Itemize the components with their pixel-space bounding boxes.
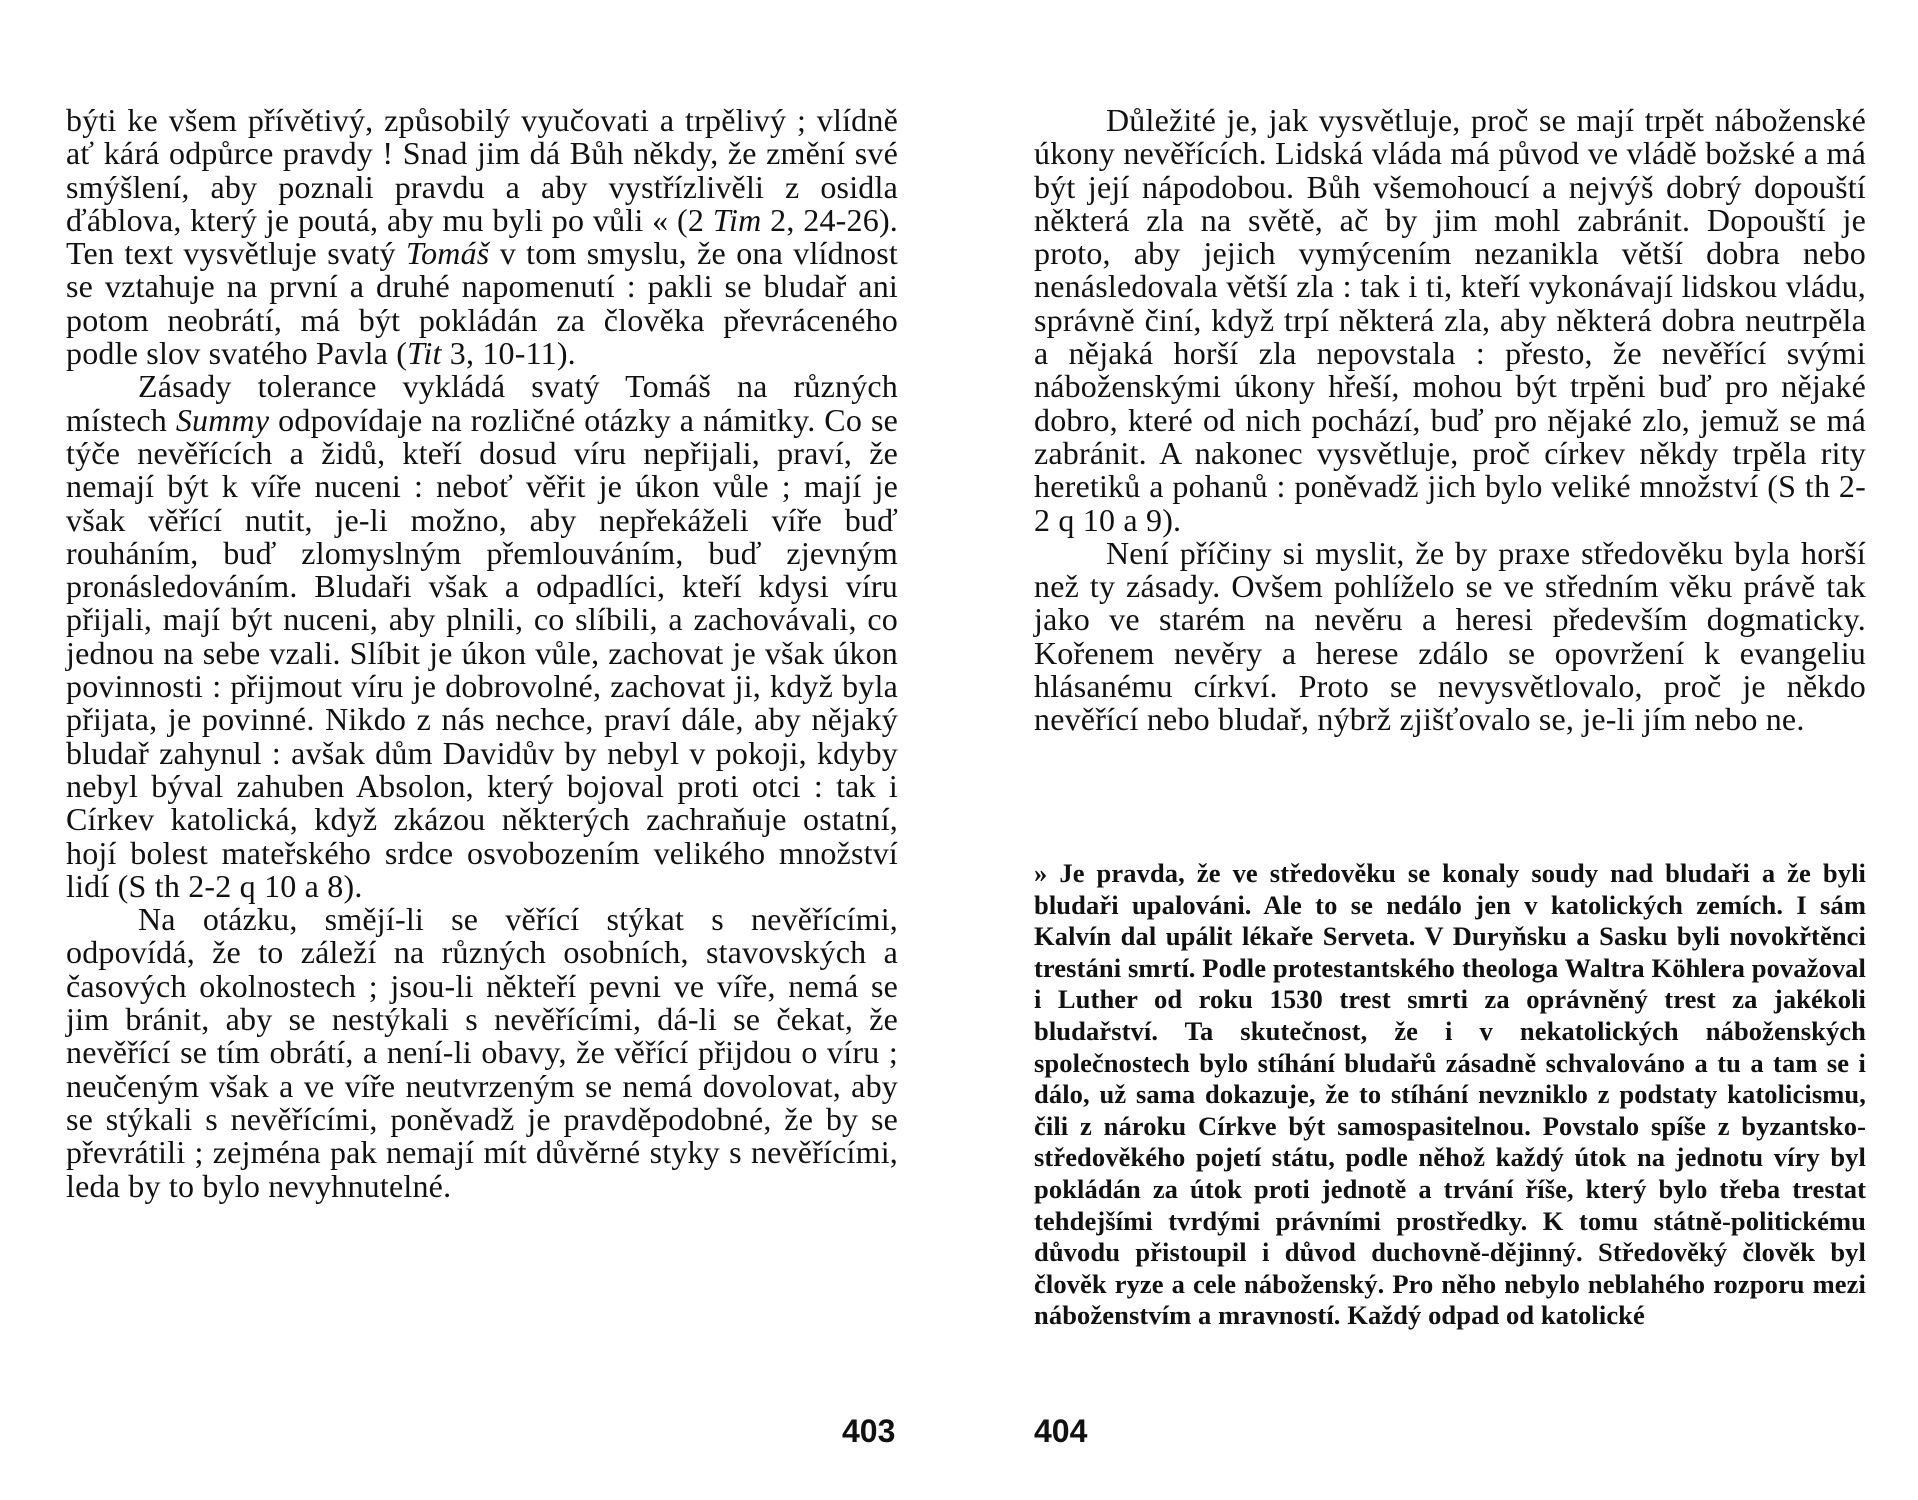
text-segment: 2, 24-26). Ten text vysvětluje svatý: [66, 201, 898, 272]
right-page-text: [1034, 104, 1866, 737]
page-number: 404: [1034, 1413, 1088, 1449]
italic-name: Tomáš: [406, 235, 490, 272]
text-segment: Není příčiny si myslit, že by praxe středověku byla horší než ty zásady. Ovšem pohlíželo se ve středním věku právě tak jako ve starém na nevěru a heresi především dogmaticky. Kořenem nevěry a herese zdálo se opovržení k evangeliu hlásanému církví. Proto se nevysvětlovalo, proč je někdo nevěřící nebo bludař, nýbrž zjišťovalo se, je-li jím nebo ne.: [1034, 534, 1866, 738]
footnote-text: » Je pravda, že ve středověku se konaly soudy nad bludaři a že byli bludaři upalováni. Ale to se nedálo jen v katolických zemích. I sám Kalvín dal upálit lékaře Serveta. V Duryňsku a Sasku byli novokřtěnci trestáni smrtí. Podle protestantského theologa Waltra Köhlera považoval i Luther od roku 1530 trest smrti za oprávněný trest za jakékoli bludařství. Ta skutečnost, že i v nekatolických náboženských společnostech bylo stíhání bludařů zásadně schvalováno a tu a tam se i dálo, už sama dokazuje, že to stíhání nevzniklo z podstaty katolicismu, čili z nároku Církve být samospasitelnou. Povstalo spíše z byzantsko-středověkého pojetí státu, podle něhož každý útok na jednotu víry byl pokládán za útok proti jednotě a trvání říše, který bylo třeba trestat tehdejšími tvrdými právními prostředky. K tomu státně-politickému důvodu přistoupil i důvod duchovně-dějinný. Středověký člověk byl člověk ryze a cele náboženský. Pro něho nebylo neblahého rozporu mezi náboženstvím a mravností. Každý odpad od katolické: [1034, 858, 1866, 1331]
page-number: 403: [842, 1413, 896, 1449]
text-segment: v tom smyslu, že ona vlídnost se vztahuje na první a druhé napomenutí : pakli se bludař ani potom neobrátí, má být pokládán za člověka převráceného podle slov svatého Pavla (: [66, 235, 898, 372]
paragraph: [66, 370, 898, 903]
right-page: [959, 0, 1918, 1500]
left-page-text: [66, 104, 898, 1203]
text-segment: Na otázku, smějí-li se věřící stýkat s nevěřícími, odpovídá, že to záleží na různých osobních, stavovských a časových okolnostech ; jsou-li někteří pevni ve víře, nemá se jim bránit, aby se nestýkali s nevěřícími, dá-li se čekat, že nevěřící se tím obrátí, a není-li obavy, že věřící přijdou o víru ; neučeným však a ve víře neutvrzeným se nemá dovolovat, aby se stýkali s nevěřícími, poněvadž je pravděpodobné, že by se převrátili ; zejména pak nemají mít důvěrné styky s nevěřícími, leda by to bylo nevyhnutelné.: [66, 901, 898, 1204]
italic-reference: Tit: [407, 335, 442, 372]
italic-reference: Tim: [712, 201, 762, 238]
text-segment: býti ke všem přívětivý, způsobilý vyučovati a trpělivý ; vlídně ať kárá odpůrce pravdy ! Snad jim dá Bůh někdy, že změní své smýšlení, aby poznali pravdu a aby vystřízlivěli z osidla ďáblova, který je poutá, aby mu byli po vůli « (2: [66, 102, 898, 238]
text-segment: 3, 10-11).: [441, 335, 576, 372]
italic-title: Summy: [175, 401, 270, 438]
text-segment: Zásady tolerance vykládá svatý Tomáš na různých místech: [66, 368, 898, 438]
text-segment: odpovídaje na rozličné otázky a námitky. Co se týče nevěřících a židů, kteří dosud víru nepřijali, praví, že nemají být k víře nuceni : neboť věřit je úkon vůle ; mají je však věřící nutit, je-li možno, aby nepřekáželi víře buď rouháním, buď zlomyslným přemlouváním, buď zjevným pronásledováním. Bludaři však a odpadlíci, kteří kdysi víru přijali, mají být nuceni, aby plnili, co slíbili, a zachovávali, co jednou na sebe vzali. Slíbit je úkon vůle, zachovat je však úkon povinnosti : přijmout víru je dobrovolné, zachovat ji, když byla přijata, je povinné. Nikdo z nás nechce, praví dále, aby nějaký bludař zahynul : avšak dům Davidův by nebyl v pokoji, kdyby nebyl býval zahuben Absolon, který bojoval proti otci : tak i Církev katolická, když zkázou některých zachraňuje ostatní, hojí bolest mateřského srdce osvobozením velikého množství lidí (S th 2-2 q 10 a 8).: [66, 401, 898, 904]
footnote: [1034, 858, 1866, 1332]
paragraph: [1034, 104, 1866, 537]
paragraph: [66, 903, 898, 1203]
paragraph: [66, 104, 898, 370]
text-segment: Důležité je, jak vysvětluje, proč se mají trpět náboženské úkony nevěřících. Lidská vláda má původ ve vládě božské a má být její nápodobou. Bůh všemohoucí a nejvýš dobrý dopouští některá zla na světě, ač by jim mohl zabránit. Dopouští je proto, aby jejich vymýcením nezanikla větší dobra nebo nenásledovala větší zla : tak i ti, kteří vykonávají lidskou vládu, správně činí, když trpí některá zla, aby některá dobra neutrpěla a nějaká horší zla nepovstala : přesto, že nevěřící svými náboženskými úkony hřeší, mohou být trpěni buď pro nějaké dobro, které od nich pochází, buď pro nějaké zlo, jemuž se má zabránit. A nakonec vysvětluje, proč církev někdy trpěla rity heretiků a pohanů : poněvadž jich bylo veliké množství (S th 2-2 q 10 a 9).: [1034, 102, 1866, 538]
paragraph: [1034, 534, 1866, 738]
